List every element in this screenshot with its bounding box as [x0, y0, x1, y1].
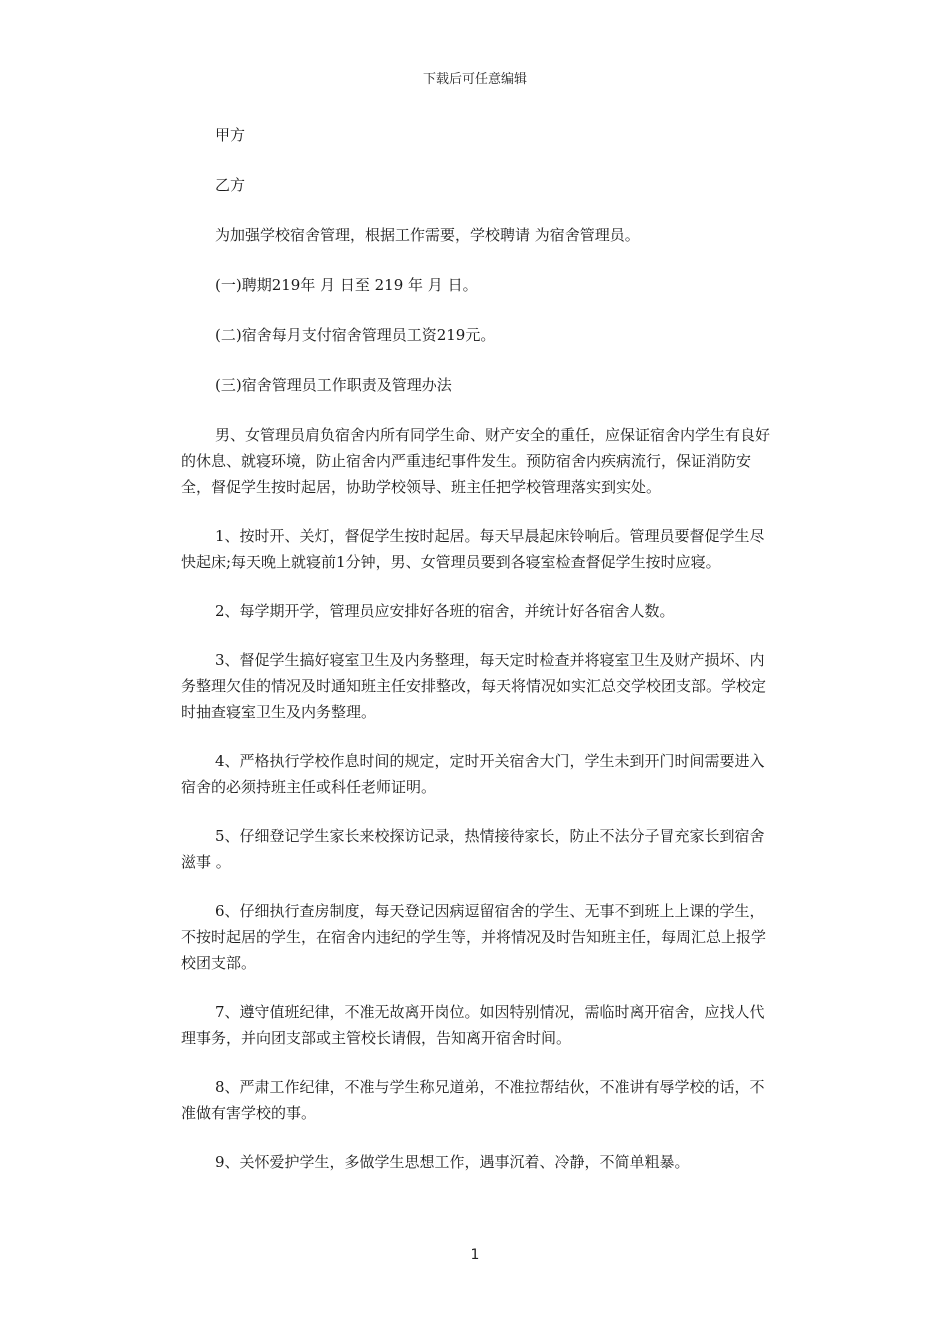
party-a-line: 甲方 — [215, 126, 246, 144]
duty-overview-paragraph: 男、女管理员肩负宿舍内所有同学生命、财产安全的重任，应保证宿舍内学生有良好的休息、就寝环境，防止宿舍内严重违纪事件发生。预防宿舍内疾病流行，保证消防安全，督促学生按时起居，协助学校领导、班主任把学校管理落实到实处。 — [181, 426, 771, 496]
clause-2: (二)宿舍每月支付宿舍管理员工资219元。 — [215, 326, 496, 344]
item-3-paragraph: 3、督促学生搞好寝室卫生及内务整理，每天定时检查并将寝室卫生及财产损坏、内务整理欠佳的情况及时通知班主任安排整改，每天将情况如实汇总交学校团支部。学校定时抽查寝室卫生及内务整理。 — [181, 651, 767, 721]
item-2-paragraph: 2、每学期开学，管理员应安排好各班的宿舍，并统计好各宿舍人数。 — [215, 602, 675, 620]
item-6-paragraph: 6、仔细执行查房制度，每天登记因病逗留宿舍的学生、无事不到班上上课的学生，不按时起居的学生，在宿舍内违纪的学生等，并将情况及时告知班主任，每周汇总上报学校团支部。 — [181, 902, 767, 972]
clause-1: (一)聘期219年 月 日至 219 年 月 日。 — [215, 276, 478, 294]
page-number: 1 — [470, 1247, 480, 1263]
party-b-line: 乙方 — [215, 176, 246, 194]
item-4-paragraph: 4、严格执行学校作息时间的规定，定时开关宿舍大门，学生未到开门时间需要进入宿舍的必须持班主任或科任老师证明。 — [181, 752, 765, 796]
item-9-paragraph: 9、关怀爱护学生，多做学生思想工作，遇事沉着、冷静，不简单粗暴。 — [215, 1153, 690, 1171]
clause-3: (三)宿舍管理员工作职责及管理办法 — [215, 376, 452, 394]
document-body — [181, 122, 773, 1198]
item-8-paragraph: 8、严肃工作纪律，不准与学生称兄道弟，不准拉帮结伙，不准讲有辱学校的话，不准做有害学校的事。 — [181, 1078, 765, 1122]
header-note: 下载后可任意编辑 — [422, 72, 527, 87]
item-7-paragraph: 7、遵守值班纪律，不准无故离开岗位。如因特别情况，需临时离开宿舍，应找人代理事务，并向团支部或主管校长请假，告知离开宿舍时间。 — [181, 1003, 765, 1047]
item-5-paragraph: 5、仔细登记学生家长来校探访记录，热情接待家长，防止不法分子冒充家长到宿舍滋事 。 — [181, 827, 765, 871]
item-1-paragraph: 1、按时开、关灯，督促学生按时起居。每天早晨起床铃响后。管理员要督促学生尽快起床;每天晚上就寝前1分钟，男、女管理员要到各寝室检查督促学生按时应寝。 — [181, 527, 765, 571]
intro-paragraph: 为加强学校宿舍管理，根据工作需要，学校聘请 为宿舍管理员。 — [215, 226, 640, 244]
